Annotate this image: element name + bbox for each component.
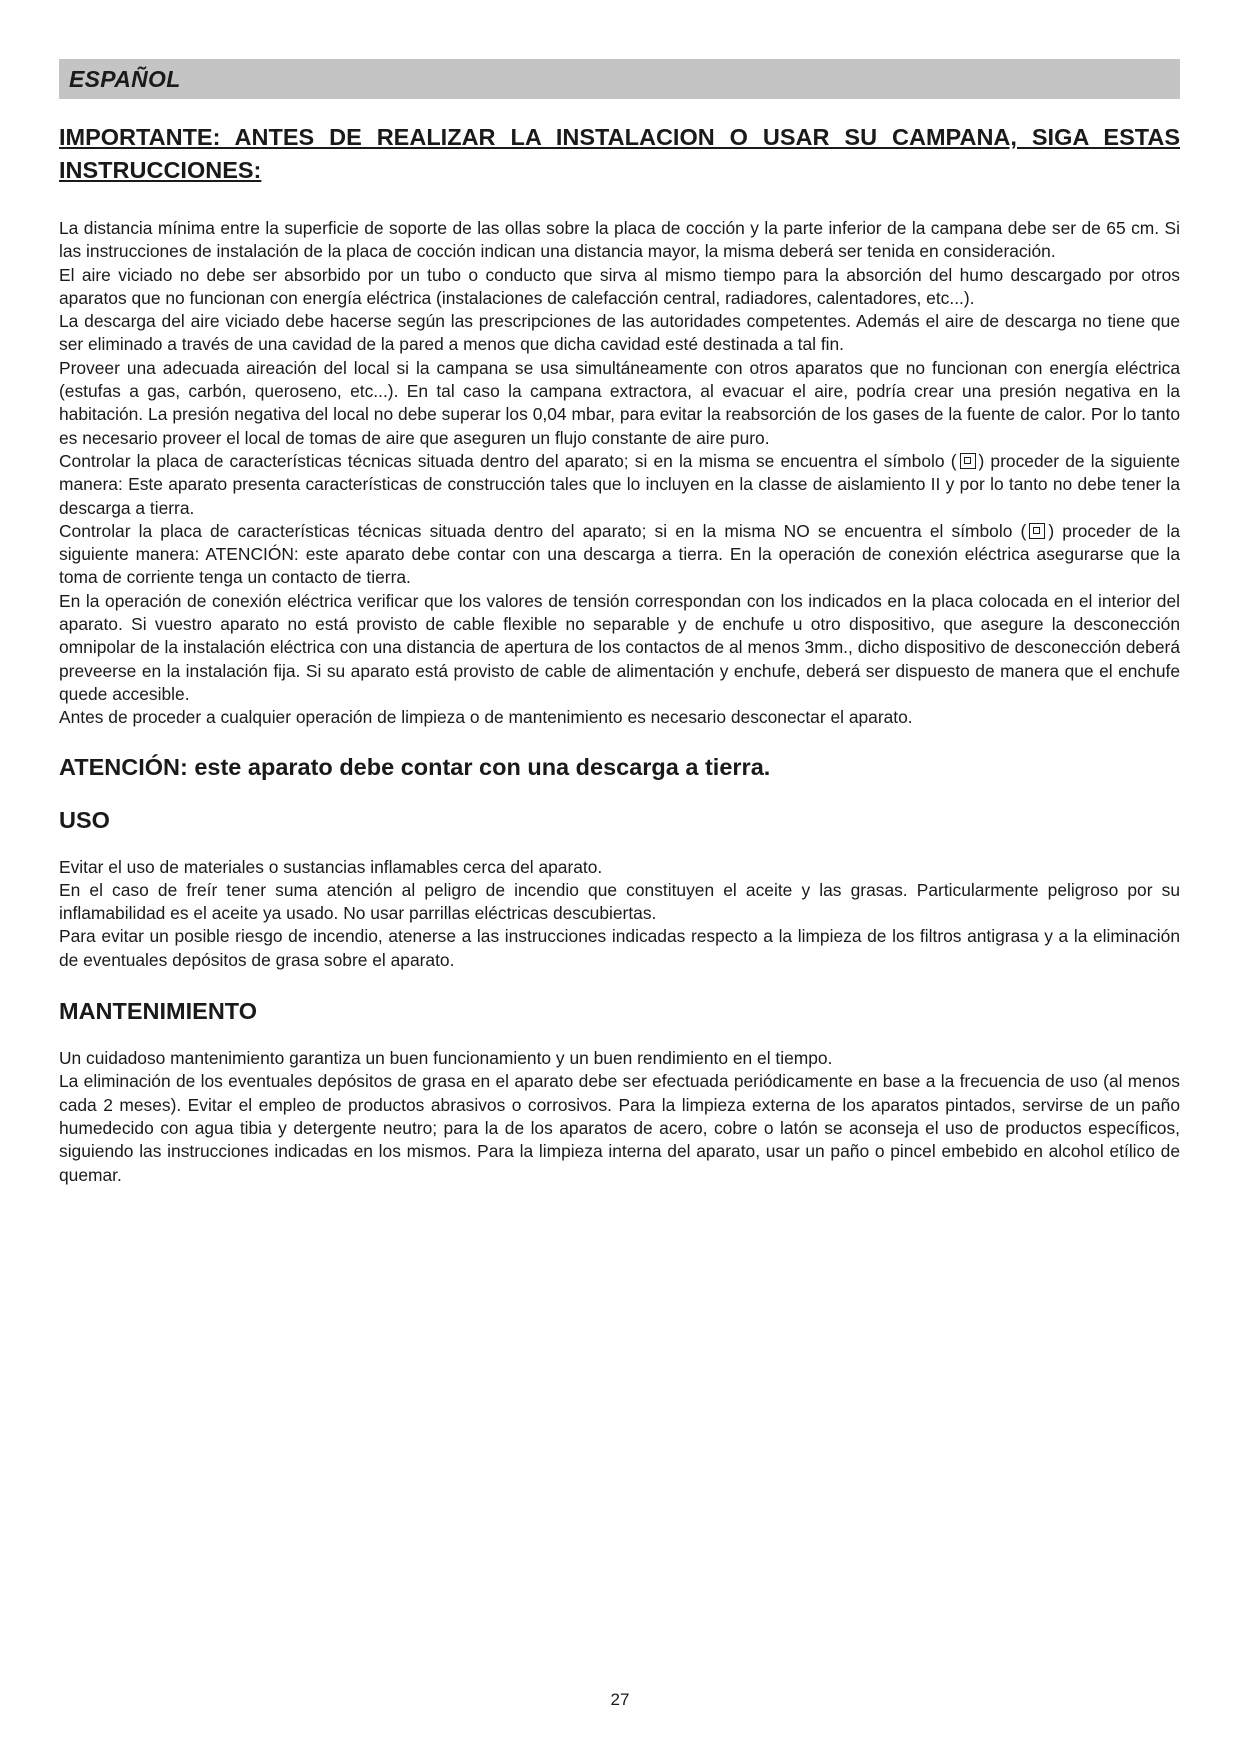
paragraph-electrical-connection: En la operación de conexión eléctrica verificar que los valores de tensión correspondan con los indicados en la placa colocada en el interior del aparato. Si vuestro aparato no está provisto de cable flexible no separable y de enchufe u otro dispositivo, que asegure la desconección omnipolar de la instalación eléctrica con una distancia de apertura de los contactos de al menos 3mm., dicho dispositivo de desconección deberá preveerse en la instalación fija. Si su aparato está provisto de cable de alimentación y enchufe, deberá ser dispuesto de manera que el enchufe quede accesible. — [59, 590, 1180, 704]
language-header-bar — [59, 59, 1180, 99]
mantenimiento-section — [59, 1047, 1180, 1187]
paragraph-ventilation: Proveer una adecuada aireación del local si la campana se usa simultáneamente con otros aparatos que no funcionan con energía eléctrica (estufas a gas, carbón, queroseno, etc...). En tal caso la campana extractora, al evacuar el aire, podría crear una presión negativa en la habitación. La presión negativa del local no debe superar los 0,04 mbar, para evitar la reabsorción de los gases de la fuente de calor. Por lo tanto es necesario proveer el local de tomas de aire que aseguren un flujo constante de aire puro. — [59, 357, 1180, 448]
paragraph-distance: La distancia mínima entre la superficie de soporte de las ollas sobre la placa de cocción y la parte inferior de la campana debe ser de 65 cm. Si las instrucciones de instalación de la placa de cocción indican una distancia mayor, la misma deberá ser tenida en consideración. — [59, 218, 1180, 262]
paragraph-discharge: La descarga del aire viciado debe hacerse según las prescripciones de las autoridades competentes. Además el aire de descarga no tiene que ser eliminado a través de una cavidad de la pared a menos que dicha cavidad esté destinada a tal fin. — [59, 311, 1180, 355]
paragraph-maintenance: Un cuidadoso mantenimiento garantiza un buen funcionamiento y un buen rendimiento en el tiempo. — [59, 1048, 833, 1069]
important-title: IMPORTANTE: ANTES DE REALIZAR LA INSTALACION O USAR SU CAMPANA, SIGA ESTAS INSTRUCCIONES: — [59, 124, 1180, 183]
intro-section — [59, 217, 1180, 730]
uso-section — [59, 856, 1180, 972]
language-label: ESPAÑOL — [69, 65, 181, 92]
paragraph-disconnect: Antes de proceder a cualquier operación de limpieza o de mantenimiento es necesario desconectar el aparato. — [59, 707, 913, 728]
double-square-icon — [960, 453, 976, 469]
paragraph-fire-risk: Para evitar un posible riesgo de incendio, atenerse a las instrucciones indicadas respecto a la limpieza de los filtros antigrasa y a la eliminación de eventuales depósitos de grasa sobre el aparato. — [59, 926, 1180, 970]
paragraph-frying: En el caso de freír tener suma atención al peligro de incendio que constituyen el aceite y las grasas. Particularmente peligroso por su inflamabilidad es el aceite ya usado. No usar parrillas eléctricas descubiertas. — [59, 879, 1180, 924]
paragraph-class-ii: Controlar la placa de características técnicas situada dentro del aparato; si en la misma se encuentra el símbolo ( ) proceder de la siguiente manera: Este aparato presenta características de construcción tales que lo incluyen en la classe de aislamiento II y por lo tanto no debe tener la descarga a tierra. — [59, 450, 1181, 518]
paragraph-grease-removal: La eliminación de los eventuales depósitos de grasa en el aparato debe ser efectuada periódicamente en base a la frecuencia de uso (al menos cada 2 meses). Evitar el empleo de productos abrasivos o corrosivos. Para la limpieza externa de los aparatos pintados, servirse de un paño humedecido con agua tibia y detergente neutro; para la de los aparatos de acero, cobre o latón se aconseja el uso de productos específicos, siguiendo las instrucciones indicadas en los mismos. Para la limpieza interna del aparato, usar un paño o pincel embebido en alcohol etílico de quemar. — [59, 1071, 1180, 1185]
section-heading-mantenimiento: MANTENIMIENTO — [59, 998, 258, 1025]
section-heading-uso: USO — [59, 806, 110, 833]
paragraph-grounding: Controlar la placa de características técnicas situada dentro del aparato; si en la misma NO se encuentra el símbolo ( ) proceder de la siguiente manera: ATENCIÓN: este aparato debe contar con una descarga a tierra. En la operación de conexión eléctrica asegurarse que la toma de corriente tenga un contacto de tierra. — [59, 520, 1180, 588]
double-square-icon — [1029, 523, 1045, 539]
paragraph-flammable: Evitar el uso de materiales o sustancias inflamables cerca del aparato. — [59, 856, 603, 877]
document-page — [59, 59, 1180, 1187]
grounding-warning: ATENCIÓN: este aparato debe contar con una descarga a tierra. — [59, 753, 771, 780]
page-number: 27 — [610, 1690, 630, 1709]
paragraph-exhaust-air: El aire viciado no debe ser absorbido por un tubo o conducto que sirva al mismo tiempo para la absorción del humo descargado por otros aparatos que no funcionan con energía eléctrica (instalaciones de calefacción central, radiadores, calentadores, etc...). — [59, 264, 1180, 308]
